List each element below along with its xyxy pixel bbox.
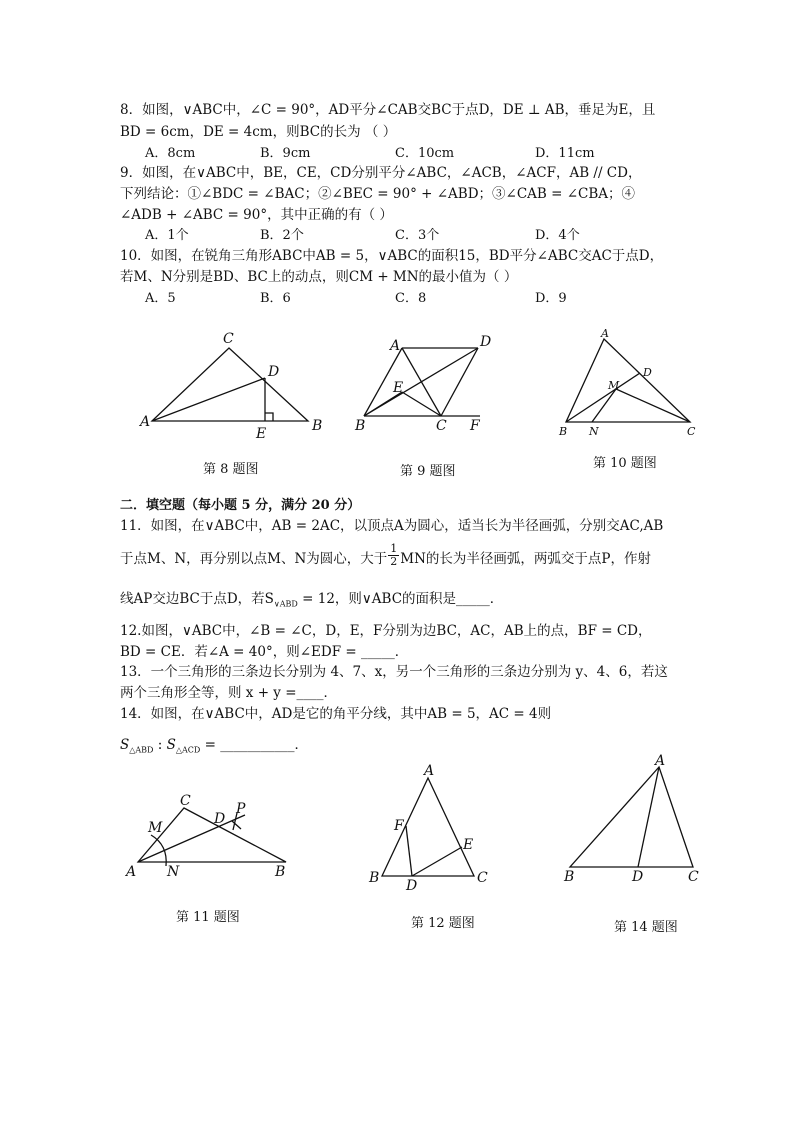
q11-fraction-denominator: 2 xyxy=(390,555,398,568)
q14-s1-subscript: △ABD xyxy=(129,745,154,755)
q14-s2: S xyxy=(166,737,176,753)
q11-line3-end: = 12，则∨ABC的面积是_____． xyxy=(297,591,504,607)
fig8-label-d: D xyxy=(268,364,280,380)
q10-option-a: A．5 xyxy=(145,291,176,306)
fig9-caption: 第 9 题图 xyxy=(400,464,456,479)
fig11-label-m: M xyxy=(148,820,163,836)
q12-line2: BD = CE．若∠A = 40°，则∠EDF = _____． xyxy=(120,644,409,660)
fig10-label-m: M xyxy=(608,379,620,392)
q14-s2-subscript: △ACD xyxy=(175,745,201,755)
fig10-caption: 第 10 题图 xyxy=(593,456,657,471)
q9-option-d: D．4个 xyxy=(535,228,580,243)
fig11-label-n: N xyxy=(167,864,180,880)
fig11-label-c: C xyxy=(180,793,191,809)
q8-option-b: B．9cm xyxy=(260,146,311,161)
section2-heading: 二．填空题（每小题 5 分，满分 20 分） xyxy=(120,498,361,513)
q11-line1: 11．如图，在∨ABC中，AB = 2AC，以顶点A为圆心，适当长为半径画弧，分别交AC,AB xyxy=(120,518,664,534)
q10-option-d: D．9 xyxy=(535,291,567,306)
q11-line3-start: 线AP交边BC于点D，若S xyxy=(120,591,274,607)
q9-line1: 9．如图，在∨ABC中，BE，CE，CD分别平分∠ABC，∠ACB，∠ACF，AB // CD， xyxy=(120,165,642,181)
q9-option-c: C．3个 xyxy=(395,228,440,243)
fig10-label-d: D xyxy=(643,366,652,379)
fig8-label-e: E xyxy=(256,426,267,442)
fig9-label-c: C xyxy=(436,418,447,434)
fig11-caption: 第 11 题图 xyxy=(176,910,240,925)
q8-line1: 8．如图，∨ABC中，∠C = 90°，AD平分∠CAB交BC于点D，DE ⊥ AB，垂足为E，且 xyxy=(120,102,656,118)
q14-line1: 14．如图，在∨ABC中，AD是它的角平分线，其中AB = 5，AC = 4则 xyxy=(120,706,552,722)
q9-option-b: B．2个 xyxy=(260,228,304,243)
q8-option-a: A．8cm xyxy=(145,146,196,161)
q8-line2: BD = 6cm，DE = 4cm，则BC的长为 （ ） xyxy=(120,124,397,140)
q8-option-d: D．11cm xyxy=(535,146,595,161)
fig11-label-a: A xyxy=(126,864,137,880)
fig11-label-d: D xyxy=(214,811,226,827)
fig9-label-d: D xyxy=(480,334,492,350)
fig12-label-d: D xyxy=(406,878,418,894)
fig14-triangle xyxy=(570,767,693,867)
fig14-label-b: B xyxy=(564,869,575,885)
fig12-label-b: B xyxy=(369,870,380,886)
q10-option-c: C．8 xyxy=(395,291,427,306)
fig8-label-a: A xyxy=(140,414,151,430)
q9-line3: ∠ADB + ∠ABC = 90°，其中正确的有（ ） xyxy=(120,207,393,223)
q14-s1: S xyxy=(120,737,130,753)
q9-option-a: A．1个 xyxy=(145,228,189,243)
fig14-segment-ad xyxy=(638,767,659,867)
fig8-caption: 第 8 题图 xyxy=(203,462,259,477)
q9-line2: 下列结论：①∠BDC = ∠BAC；②∠BEC = 90° + ∠ABD；③∠CAB = ∠CBA；④ xyxy=(120,186,636,202)
fig12-caption: 第 12 题图 xyxy=(411,916,475,931)
q10-option-b: B．6 xyxy=(260,291,291,306)
fig14-label-d: D xyxy=(632,869,644,885)
fig12-label-a: A xyxy=(424,763,435,779)
fig11-label-b: B xyxy=(275,864,286,880)
fig10-label-c: C xyxy=(687,425,696,438)
q11-line2-start: 于点M、N，再分别以点M、N为圆心，大于 xyxy=(120,551,388,567)
fig10-label-a: A xyxy=(601,327,609,340)
fig8-label-b: B xyxy=(312,418,323,434)
q13-line2: 两个三角形全等，则 x + y =____． xyxy=(120,685,338,701)
fig10-label-n: N xyxy=(589,425,599,438)
fig12-label-c: C xyxy=(477,870,488,886)
q10-line1: 10．如图，在锐角三角形ABC中AB = 5，∨ABC的面积15，BD平分∠ABC交AC于点D， xyxy=(120,248,664,264)
fig11-label-p: P xyxy=(236,801,246,817)
q14-colon: : xyxy=(153,737,167,753)
q13-line1: 13．一个三角形的三条边长分别为 4、7、x，另一个三角形的三条边分别为 y、4、6，若这 xyxy=(120,664,668,680)
q14-tail: = ___________． xyxy=(200,737,308,753)
fig14-caption: 第 14 题图 xyxy=(614,920,678,935)
q8-option-c: C．10cm xyxy=(395,146,455,161)
q11-area-subscript: ∨ABD xyxy=(273,599,298,609)
fig8-label-c: C xyxy=(223,331,234,347)
q12-line1: 12.如图，∨ABC中，∠B = ∠C，D，E，F分别为边BC，AC，AB上的点，BF = CD， xyxy=(120,623,652,639)
fig12-label-f: F xyxy=(394,818,404,834)
fig14-label-c: C xyxy=(688,869,699,885)
fig10-label-b: B xyxy=(559,425,568,438)
q10-line2: 若M、N分别是BD、BC上的动点，则CM + MN的最小值为（ ） xyxy=(120,269,518,285)
fig9-label-b: B xyxy=(355,418,366,434)
q11-line2-end: MN的长为半径画弧，两弧交于点P，作射 xyxy=(400,551,651,567)
fig9-label-f: F xyxy=(470,418,480,434)
q11-fraction-numerator: 1 xyxy=(390,542,398,555)
fig9-label-a: A xyxy=(390,338,401,354)
fig12-label-e: E xyxy=(463,837,474,853)
fig14-label-a: A xyxy=(655,753,666,769)
fig9-label-e: E xyxy=(393,380,404,396)
